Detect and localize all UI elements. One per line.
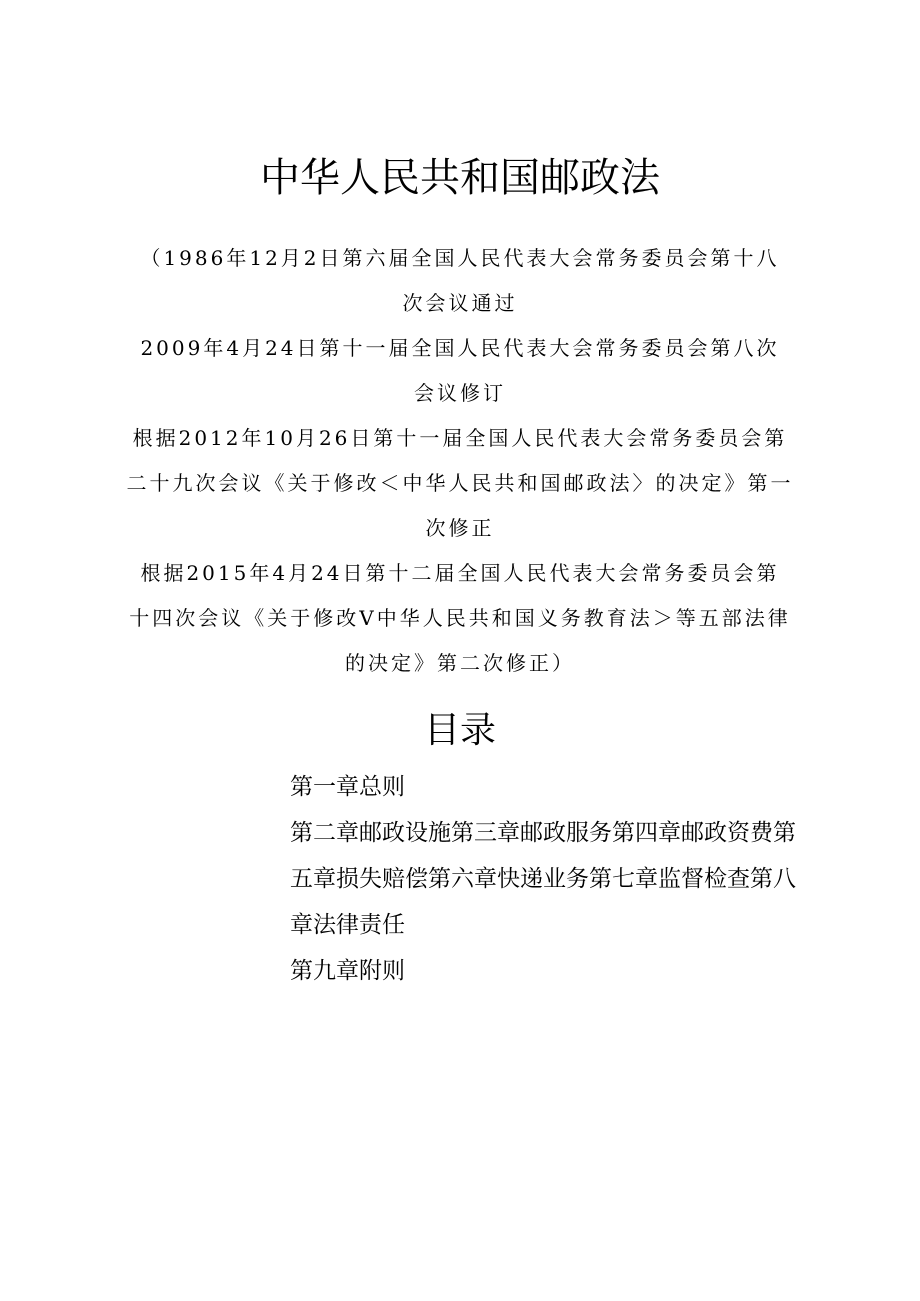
- toc-line: 第一章总则: [290, 774, 405, 800]
- toc-line: 章法律责任: [290, 912, 405, 938]
- toc-heading: 目录: [423, 710, 496, 751]
- history-line: 根据2015年4月24日第十二届全国人民代表大会常务委员会第: [140, 561, 780, 585]
- document-title: 中华人民共和国邮政法: [260, 155, 660, 201]
- history-line: 的决定》第二次修正）: [345, 651, 575, 675]
- toc-line: 五章损失赔偿第六章快递业务第七章监督检查第八: [290, 866, 796, 892]
- history-line: 十四次会议《关于修改V中华人民共和国义务教育法＞等五部法律: [129, 606, 791, 630]
- history-line: 根据2012年10月26日第十一届全国人民代表大会常务委员会第: [132, 426, 788, 450]
- history-line: 次修正: [425, 516, 495, 540]
- table-of-contents: [290, 764, 820, 994]
- history-line: 会议修订: [414, 381, 506, 405]
- history-line: （1986年12月2日第六届全国人民代表大会常务委员会第十八: [140, 246, 780, 270]
- history-line: 次会议通过: [402, 291, 518, 315]
- toc-line: 第九章附则: [290, 958, 405, 984]
- history-line: 2009年4月24日第十一届全国人民代表大会常务委员会第八次: [140, 336, 780, 360]
- history-line: 二十九次会议《关于修改＜中华人民共和国邮政法〉的决定》第一: [126, 471, 794, 495]
- amendment-history: [120, 236, 800, 686]
- toc-line: 第二章邮政设施第三章邮政服务第四章邮政资费第: [290, 820, 796, 846]
